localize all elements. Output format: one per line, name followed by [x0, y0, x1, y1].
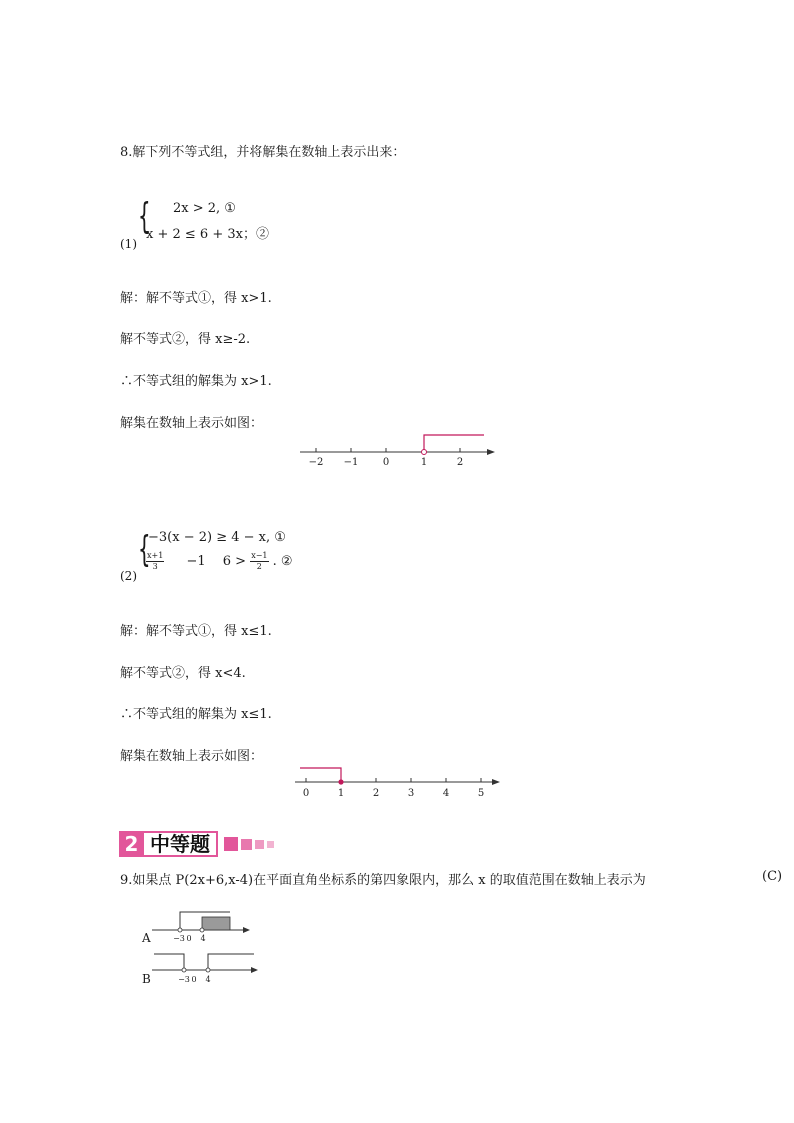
- nl2-tick-5: 5: [477, 788, 485, 799]
- nl2-tick-4: 4: [442, 788, 450, 799]
- nl2-tick-1: 1: [337, 788, 345, 799]
- p1-ineq1: 2x > 2, ①: [173, 201, 236, 216]
- optionA-label: A: [142, 931, 151, 945]
- decor-square-3: [255, 840, 264, 849]
- brace-1: {: [138, 196, 151, 237]
- decor-square-1: [224, 837, 238, 851]
- section-title: 中等题: [144, 831, 218, 857]
- nl1-tick-2: 0: [382, 457, 390, 468]
- p2-sol4: 解集在数轴上表示如图：: [120, 749, 264, 764]
- q9-text: 9.如果点 P(2x+6,x-4)在平面直角坐标系的第四象限内，那么 x 的取值范围在数轴上表示为: [120, 873, 646, 888]
- nl1-tick-4: 2: [456, 457, 464, 468]
- p1-sol1: 解：解不等式①，得 x>1.: [120, 291, 272, 306]
- q9-answer: (C): [762, 869, 783, 884]
- decor-square-4: [267, 841, 274, 848]
- optionB-number-line: [150, 950, 260, 986]
- p1-sol4: 解集在数轴上表示如图：: [120, 416, 264, 431]
- number-line-1: [295, 428, 500, 470]
- nl1-tick-3: 1: [420, 457, 428, 468]
- optB-tick-0: −3: [178, 975, 190, 984]
- p1-label: (1): [120, 237, 137, 251]
- optA-tick-0: −3: [173, 934, 185, 943]
- optionB-label: B: [142, 972, 151, 986]
- number-line-2: [290, 762, 505, 802]
- section-header: [119, 831, 274, 857]
- optB-tick-1: 0: [191, 975, 197, 984]
- optA-tick-2: 4: [200, 934, 206, 943]
- p2-frac1: $\frac{x+1}{3}$: [147, 551, 164, 571]
- p2-ineq1: −3(x − 2) ≥ 4 − x, ①: [148, 530, 286, 545]
- p2-ineq2: $\frac{x+1}{3}$ −1 6 > $\frac{x-1}{2}$ . ②: [147, 551, 293, 571]
- section-number: 2: [119, 831, 144, 857]
- p1-sol2: 解不等式②，得 x≥-2.: [120, 332, 251, 347]
- nl1-tick-1: −1: [343, 457, 359, 468]
- p1-sol3: ∴不等式组的解集为 x>1.: [120, 374, 272, 389]
- nl1-tick-0: −2: [308, 457, 324, 468]
- p2-label: (2): [120, 569, 137, 583]
- nl2-tick-0: 0: [302, 788, 310, 799]
- p2-sol3: ∴不等式组的解集为 x≤1.: [120, 707, 272, 722]
- nl2-tick-3: 3: [407, 788, 415, 799]
- brace-2: {: [138, 529, 151, 570]
- nl2-tick-2: 2: [372, 788, 380, 799]
- p1-ineq2: x + 2 ≤ 6 + 3x；②: [146, 227, 269, 242]
- p2-sol1: 解：解不等式①，得 x≤1.: [120, 624, 272, 639]
- decor-square-2: [241, 839, 252, 850]
- optA-tick-1: 0: [186, 934, 192, 943]
- optionA-number-line: [150, 908, 255, 944]
- p2-sol2: 解不等式②，得 x<4.: [120, 666, 246, 681]
- optB-tick-2: 4: [205, 975, 211, 984]
- q8-title: 8.解下列不等式组，并将解集在数轴上表示出来：: [120, 145, 406, 160]
- p2-frac2: $\frac{x-1}{2}$: [251, 551, 268, 571]
